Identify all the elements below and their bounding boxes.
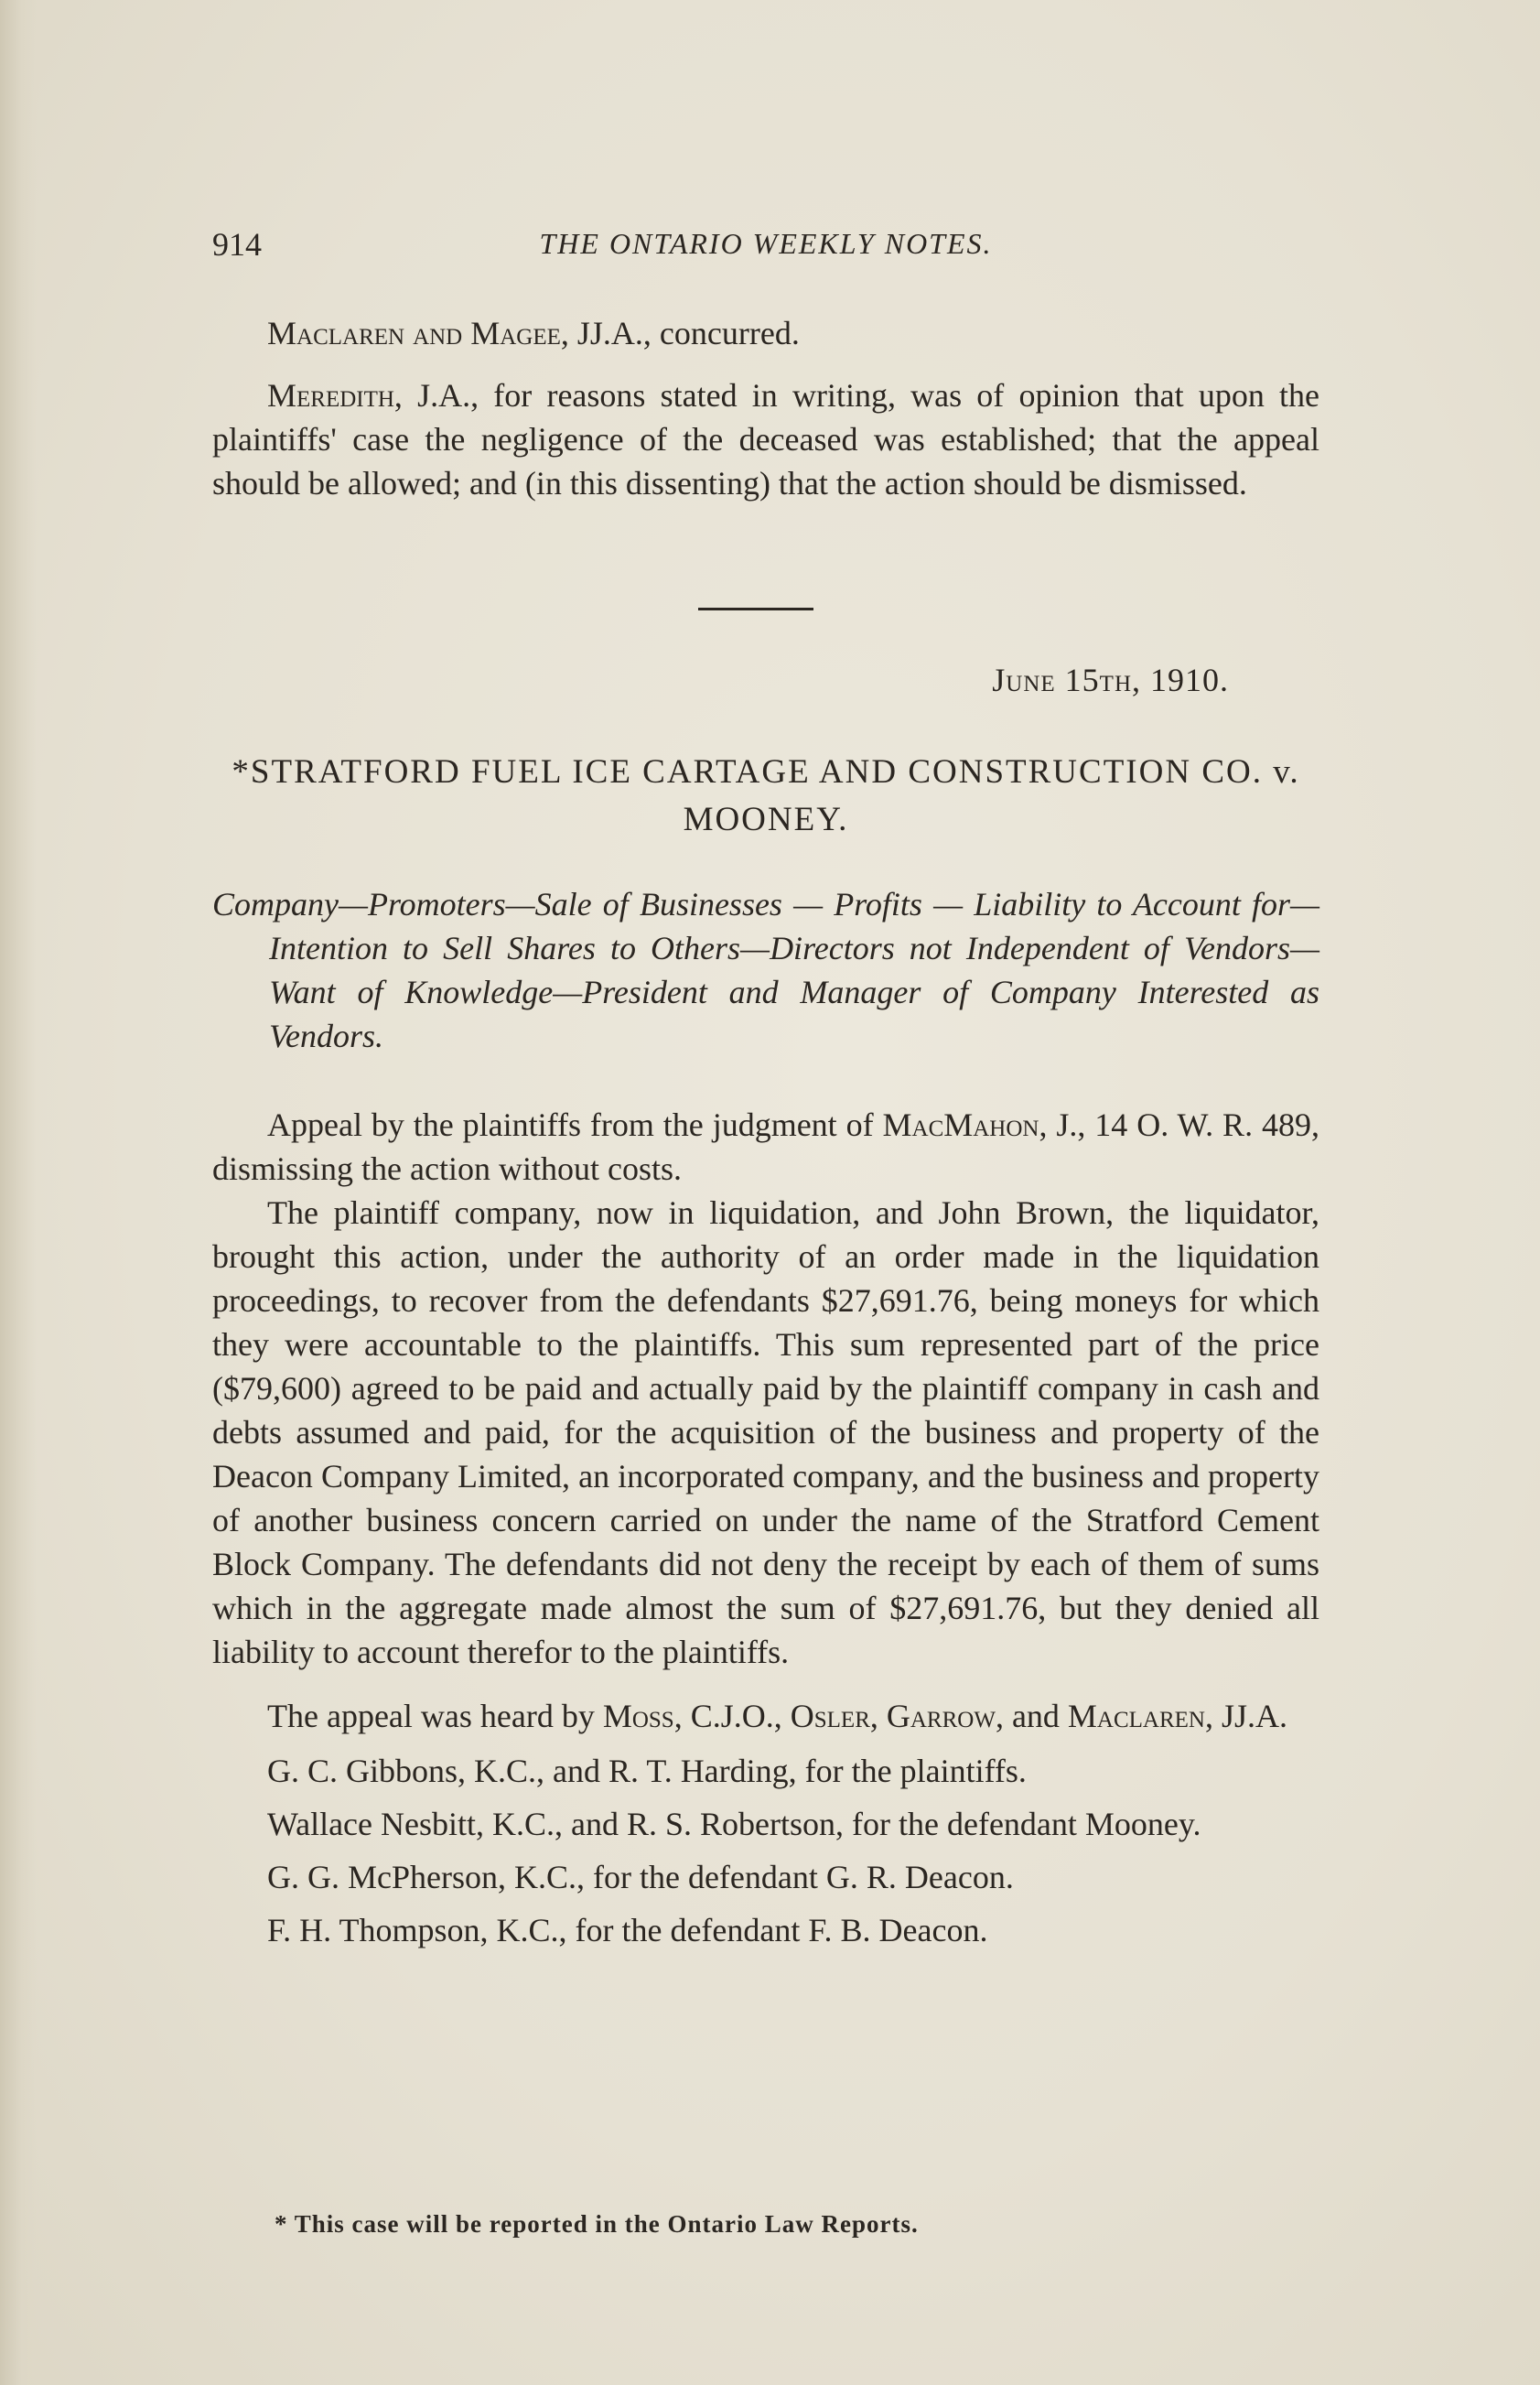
- appeal-intro-paragraph: [212, 1103, 1319, 1191]
- dissent-text: , for reasons stated in writing, was of opinion that upon the plaintiffs' case the negligence of the deceased was established; that the appeal should be allowed; and (in this dissenting) that the action should be dismissed.: [212, 377, 1319, 502]
- dissent-judge: Meredith, J.A.: [267, 377, 471, 414]
- heard-text: The appeal was heard by: [267, 1698, 603, 1734]
- concurrence-paragraph: [212, 311, 1319, 355]
- appeal-intro-citation: , 14 O. W. R. 489, dismissing the action without costs.: [212, 1106, 1319, 1187]
- running-title: THE ONTARIO WEEKLY NOTES.: [539, 227, 993, 260]
- heard-text-b: , C.J.O.,: [673, 1698, 791, 1734]
- judge-maclaren: Maclaren: [1067, 1698, 1205, 1734]
- decision-date: June 15th, 1910.: [992, 662, 1229, 698]
- judge-garrow: Garrow: [886, 1698, 996, 1734]
- counsel-line: G. C. Gibbons, K.C., and R. T. Harding, for the plaintiffs.: [267, 1753, 1027, 1789]
- judge-osler: Osler: [790, 1698, 870, 1734]
- judge-moss: Moss: [602, 1698, 674, 1734]
- counsel-line: Wallace Nesbitt, K.C., and R. S. Robertson, for the defendant Mooney.: [267, 1806, 1201, 1842]
- headnote: Company—Promoters—Sale of Businesses — Profits — Liability to Account for—Intention to Sell Shares to Others—Directors not Independent of Vendors—Want of Knowledge—President and Manager of Company Interested as Vendors.: [212, 886, 1319, 1054]
- heard-paragraph: [212, 1694, 1319, 1738]
- heard-text-e: , JJ.A.: [1205, 1698, 1288, 1734]
- trial-judge-name: MacMahon, J.: [882, 1106, 1078, 1143]
- counsel-line: G. G. McPherson, K.C., for the defendant G. R. Deacon.: [267, 1859, 1014, 1895]
- facts-paragraph: The plaintiff company, now in liquidation, and John Brown, the liquidator, brought this action, under the authority of an order made in the liquidation proceedings, to recover from the defendants $27,691.76, being moneys for which they were accountable to the plaintiffs. This sum represented part of the price ($79,600) agreed to be paid and actually paid by the plaintiff company in cash and debts assumed and paid, for the acquisition of the business and property of the Deacon Company Limited, an incorporated company, and the business and property of another business concern carried on under the name of the Stratford Cement Block Company. The defendants did not deny the receipt by each of them of sums which in the aggregate made almost the sum of $27,691.76, but they denied all liability to account therefor to the plaintiffs.: [212, 1194, 1319, 1670]
- appeal-intro-text: Appeal by the plaintiffs from the judgment of: [267, 1106, 883, 1143]
- case-title: *STRATFORD FUEL ICE CARTAGE AND CONSTRUCTION CO. v. MOONEY.: [232, 753, 1300, 838]
- section-divider-rule: [698, 608, 813, 610]
- counsel-line: F. H. Thompson, K.C., for the defendant F. B. Deacon.: [267, 1912, 988, 1948]
- heard-text-c: ,: [869, 1698, 887, 1734]
- concurrence-judges: Maclaren and Magee, JJ.A.: [267, 315, 643, 351]
- concurrence-text: , concurred.: [642, 315, 800, 351]
- page-number: 914: [212, 226, 262, 263]
- prior-case-conclusion: [212, 311, 1319, 505]
- page-header: [212, 225, 1319, 271]
- heard-text-d: , and: [995, 1698, 1068, 1734]
- case-body: [212, 1103, 1319, 1952]
- page-gutter-shadow: [0, 0, 37, 2385]
- dissent-paragraph: [212, 373, 1319, 505]
- footnote: * This case will be reported in the Ontario Law Reports.: [275, 2210, 919, 2238]
